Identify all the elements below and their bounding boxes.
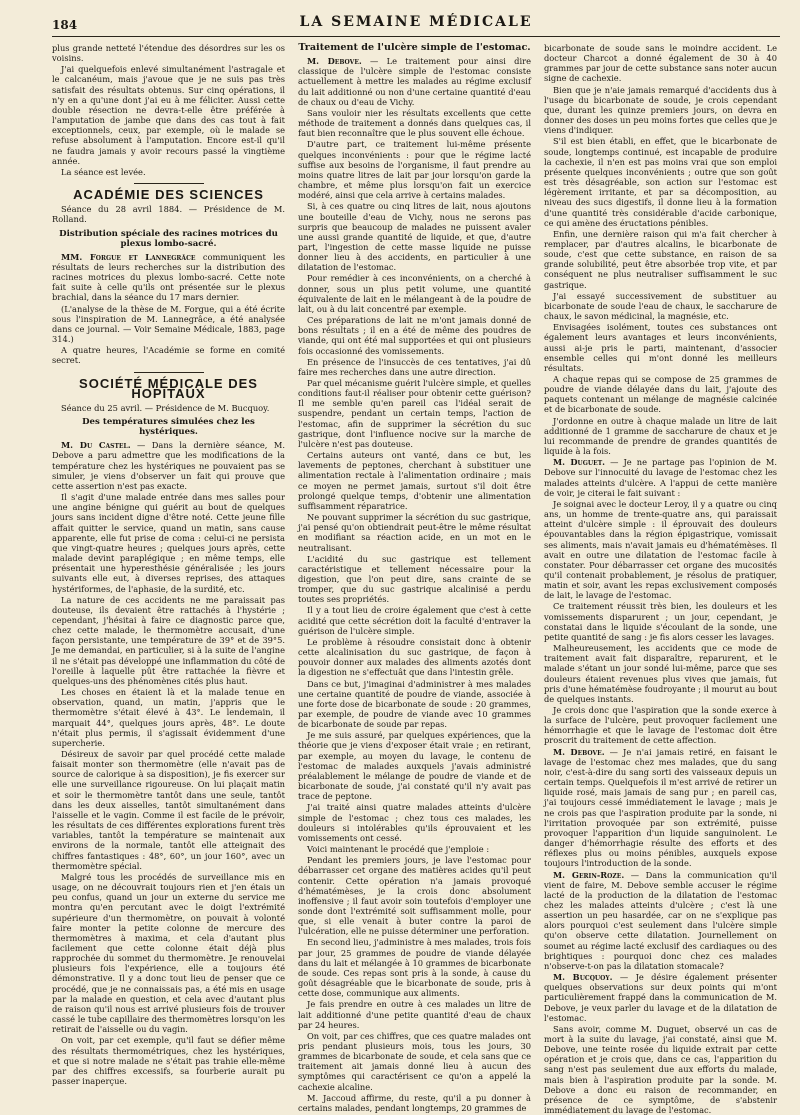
paragraph: Pendant les premiers jours, je lave l'estomac pour débarrasser cet organe des matières acides qu'il peut contenir. Cette opération n'a jamais provoqué d'hématémèses, je la crois donc absolument inoffensive ; il faut avoir soin toutefois d'employer une sonde dont l'extrémité soit suffisamment molle, pour que, si elle venait à buter contre la paroi de l'ulcération, elle ne puisse déterminer une perforation. — [298, 855, 531, 937]
paragraph: Je me suis assuré, par quelques expériences, que la théorie que je viens d'exposer était vraie ; en retirant, par exemple, au moyen du lavage, le contenu de l'estomac de malades auxquels j'avais administré préalablement le mélange de poudre de viande et de bicarbonate de soude, j'ai constaté qu'il n'y avait pas trace de peptone. — [298, 730, 531, 802]
paragraph: En second lieu, j'administre à mes malades, trois fois par jour, 25 grammes de poudre de viande délayée dans du lait et mélangée à 10 grammes de bicarbonate de soude. Ces repas sont pris à la sonde, à cause du goût désagréable que le bicarbonate de soude, pris à cette dose, communique aux aliments. — [298, 937, 531, 999]
paragraph: Il y a tout lieu de croire également que c'est à cette acidité que cette sécrétion doit la faculté d'entraver la guérison de l'ulcère simple. — [298, 605, 531, 636]
page-number: 184 — [52, 18, 78, 32]
paragraph: S'il est bien établi, en effet, que le bicarbonate de soude, longtemps continué, est incapable de produire la cachexie, il n'en est pas moins vrai que son emploi présente quelques inconvénients ; outre que son goût est très désagréable, son action sur l'estomac est légèrement irritante, et par sa décomposition, au niveau des sucs digestifs, il donne lieu à la formation d'une quantité très considérable d'acide carbonique, ce qui amène des éructations pénibles. — [544, 136, 777, 228]
paragraph: Par quel mécanisme guérit l'ulcère simple, et quelles conditions faut-il réaliser pour obtenir cette guérison? Il me semble qu'en pareil cas l'idéal serait de suspendre, pendant un certain temps, l'action de l'estomac, afin de supprimer la sécrétion du suc gastrique, dont l'influence nocive sur la marche de l'ulcère n'est pas douteuse. — [298, 378, 531, 449]
paragraph: La nature de ces accidents ne me paraissait pas douteuse, ils devaient être rattachés à l'hystérie ; cependant, j'hésitai à faire ce diagnostic parce que, chez cette malade, le thermomètre accusait, d'une façon persistante, une température de 39° et de 39°5. Je me demandai, en particulier, si à la suite de l'angine il ne s'était pas développé une inflammation du côté de l'oreille à laquelle pût être rattachée la fièvre et quelques-uns des phénomènes cités plus haut. — [52, 594, 285, 686]
paragraph: J'ai quelquefois enlevé simultanément l'astragale et le calcanéum, mais j'avoue que je ne suis pas très satisfait des résultats obtenus. Sur cinq opérations, il n'y en a qu'une dont j'ai eu à me féliciter. Aussi cette double résection ne devra-t-elle être préférée à l'amputation de jambe que dans des cas tout à fait exceptionnels, ceux, par exemple, où le malade se refuse absolument à l'amputation. Encore est-il qu'il ne faudra jamais y avoir recours passé la vingtième année. — [52, 64, 285, 166]
paragraph: Sans avoir, comme M. Duguet, observé un cas de mort à la suite du lavage, j'ai constaté, ainsi que M. Debove, une teinte rosée du liquide extrait par cette opération et je crois que, dans ce cas, l'apparition du sang n'est pas seulement due aux efforts du malade, mais bien à l'aspiration produite par la sonde. M. Debove a donc eu raison de recommander, en présence de ce symptôme, de s'abstenir immédiatement du lavage de l'estomac. — [544, 1023, 777, 1115]
paragraph: plus grande netteté l'étendue des désordres sur les os voisins. — [52, 43, 285, 64]
paragraph: Malgré tous les procédés de surveillance mis en usage, on ne découvrait toujours rien et j'en étais un peu confus, quand un jour un externe du service me montra qu'en percutant avec le doigt l'extrémité supérieure d'un thermomètre, on pouvait à volonté faire monter la petite colonne de mercure des thermomètres à maxima, et cela d'autant plus facilement que cette colonne était déjà plus rapprochée du sommet du thermomètre. Je renouvelai plusieurs fois l'expérience, elle a toujours été démonstrative. Il y a donc tout lieu de penser que ce procédé, que je ne connaissais pas, a été mis en usage par la malade en question, et cela avec d'autant plus de raison qu'il nous est arrivé plusieurs fois de trouver cassé le tube capillaire des thermomètres lorsqu'on les retirait de l'aisselle ou du vagin. — [52, 871, 285, 1035]
paragraph: Certains auteurs ont vanté, dans ce but, les lavements de peptones, cherchant à substituer une alimentation rectale à l'alimentation ordinaire ; mais ce moyen ne permet jamais, surtout s'il doit être prolongé quelque temps, d'obtenir une alimentation suffisamment réparatrice. — [298, 450, 531, 511]
column-1 — [52, 43, 285, 1098]
paragraph: Envisagées isolément, toutes ces substances ont également leurs avantages et leurs inconvénients, aussi ai-je pris le parti, maintenant, d'associer ensemble celles qui m'ont donné les meilleurs résultats. — [544, 322, 777, 373]
paragraph: A quatre heures, l'Académie se forme en comité secret. — [52, 345, 285, 366]
speaker-name: M. Gerin-Roze. — [553, 869, 625, 880]
paragraph — [544, 870, 777, 972]
paragraph: Je soignai avec le docteur Leroy, il y a quatre ou cinq ans, un homme de trente-quatre ans, qui paraissait atteint d'ulcère simple : il éprouvait des douleurs épouvantables dans la région épigastrique, vomissait ses aliments, mais n'avait jamais eu d'hématémèses. Il avait en outre une dilatation de l'estomac facile à constater. Pour débarrasser cet organe des mucosités qu'il contenait probablement, je résolus de pratiquer, matin et soir, avant les repas exclusivement composés de lait, le lavage de l'estomac. — [544, 498, 777, 601]
paragraph: Désireux de savoir par quel procédé cette malade faisait monter son thermomètre (elle n'avait pas de source de calorique à sa disposition), je fis exercer sur elle une surveillance rigoureuse. On lui plaçait matin et soir le thermomètre tantôt dans une seule, tantôt dans les deux aisselles, tantôt simultanément dans l'aisselle et le vagin. Comme il est facile de le prévoir, les résultats de ces différentes explorations furent très variables, tantôt la température se maintenait aux environs de la normale, tantôt elle atteignait des chiffres fantastiques : 48°, 60°, un jour 160°, avec un thermomètre spécial. — [52, 749, 285, 871]
paragraph: La séance est levée. — [61, 166, 146, 177]
speaker-name: M. Debove. — [553, 746, 605, 757]
section-title-society: SOCIÉTÉ MÉDICALE DES HOPITAUX — [79, 375, 258, 401]
paragraph-text: — Je ne partage pas l'opinion de M. Debove sur l'innocuité du lavage de l'estomac chez les malades atteints d'ulcère. A l'appui de cette manière de voir, je citerai le fait suivant : — [544, 457, 777, 498]
paragraph — [544, 747, 777, 869]
paragraph-text: communiquent les résultats de leurs recherches sur la distribution des racines motrices du plexus lombo-sacré. Cette note fait suite à celle qu'ils ont présentée sur le plexus brachial, dans la séance du 17 mars dernier. — [52, 251, 285, 303]
article-subhead: Distribution spéciale des racines motrices du plexus lombo-sacré. — [59, 228, 278, 249]
page-header — [52, 8, 780, 37]
paragraph: Pour remédier à ces inconvénients, on a cherché à donner, sous un plus petit volume, une quantité équivalente de lait en le mélangeant à de la poudre de lait, ou à du lait concentré par exemple. — [298, 273, 531, 314]
paragraph: On voit, par cet exemple, qu'il faut se défier même des résultats thermométriques, chez les hystériques, et que si notre malade ne s'était pas trahie elle-même par des chiffres excessifs, sa fourberie aurait pu passer inaperçue. — [52, 1035, 285, 1086]
seance-line: Séance du 28 avril 1884. — Présidence de M. Rolland. — [52, 204, 285, 225]
columns — [52, 42, 780, 1115]
paragraph: Bien que je n'aie jamais remarqué d'accidents dus à l'usage du bicarbonate de soude, je crois cependant que, durant les quinze premiers jours, on devra en donner des doses un peu moins fortes que celles que je viens d'indiquer. — [544, 84, 778, 136]
paragraph-text: — Dans la communication qu'il vient de faire, M. Debove semble accuser le régime lacté de la production de la dilatation de l'estomac chez les malades atteints d'ulcère ; c'est là une assertion un peu hasardée, car on ne s'explique pas alors pourquoi c'est seulement dans l'ulcère simple qu'on observe cette dilatation. Journellement on soumet au régime lacté exclusif des cardiaques ou des brightiques : pourquoi donc chez ces malades n'observe-t-on pas la dilatation stomacale? — [544, 869, 777, 971]
paragraph: Les choses en étaient là et la malade tenue en observation, quand, un matin, j'appris que le thermomètre s'était élevé à 43°. Le lendemain, il marquait 44°, quelques jours après, 48°. Le doute n'était plus permis, il s'agissait évidemment d'une supercherie. — [52, 687, 285, 748]
paragraph: A chaque repas qui se compose de 25 grammes de poudre de viande délayée dans du lait, j'ajoute des paquets contenant un mélange de magnésie calcinée et de bicarbonate de soude. — [544, 374, 777, 415]
speaker-name: M. Du Castel. — [61, 440, 131, 451]
paragraph: J'ordonne en outre à chaque malade un litre de lait additionné de 1 gramme de saccharure de chaux et je lui recommande de prendre de grandes quantités de liquide à la fois. — [544, 415, 777, 457]
paragraph: On voit, par ces chiffres, que ces quatre malades ont pris pendant plusieurs mois, tous les jours, 30 grammes de bicarbonate de soude, et cela sans que ce traitement ait jamais donné lieu à aucun des symptômes qui caractérisent ce qu'on a appelé la cachexie alcaline. — [298, 1030, 531, 1092]
paragraph: Ce traitement réussit très bien, les douleurs et les vomissements disparurent ; un jour, cependant, je constatai dans le liquide s'écoulant de la sonde, une petite quantité de sang : je fis alors cesser les lavages. — [544, 601, 777, 642]
paragraph: Dans ce but, j'imaginai d'administrer à mes malades une certaine quantité de poudre de viande, associée à une forte dose de bicarbonate de soude : 20 grammes, par exemple, de poudre de viande avec 10 grammes de bicarbonate de soude par repas. — [298, 678, 531, 730]
paragraph — [544, 972, 777, 1023]
running-title: LA SEMAINE MÉDICALE — [299, 14, 533, 30]
speaker-name: M. Debove. — [307, 56, 362, 67]
paragraph-text: — Je désire également présenter quelques observations sur deux points qui m'ont particulièrement frappé dans la communication de M. Debove, je veux parler du lavage et de la dilatation de l'estomac. — [544, 972, 777, 1023]
column-2 — [298, 42, 531, 1113]
paragraph — [52, 252, 285, 303]
paragraph: J'ai traité ainsi quatre malades atteints d'ulcère simple de l'estomac ; chez tous ces malades, les douleurs si intolérables qu'ils éprouvaient et les vomissements ont cessé. — [298, 802, 531, 843]
paragraph: Je fais prendre en outre à ces malades un litre de lait additionné d'une petite quantité d'eau de chaux par 24 heures. — [298, 999, 531, 1030]
speaker-name: M. Duguet. — [553, 457, 606, 468]
paragraph: En présence de l'insuccès de ces tentatives, j'ai dû faire mes recherches dans une autre direction. — [298, 356, 531, 377]
paragraph: D'autre part, ce traitement lui-même présente quelques inconvénients : pour que le régime lacté suffise aux besoins de l'organisme, il faut prendre au moins quatre litres de lait par jour lorsqu'on garde la chambre, et même plus lorsqu'on fait un exercice modéré, ainsi que cela arrive à certains malades. — [298, 139, 531, 201]
paragraph-text: — Je n'ai jamais retiré, en faisant le lavage de l'estomac chez mes malades, que du sang noir, c'est-à-dire du sang sorti des vaisseaux depuis un certain temps. Quelquefois il m'est arrivé de retirer un liquide rosé, mais jamais de sang pur ; en pareil cas, j'ai toujours cessé immédiatement le lavage ; mais je ne crois pas que l'aspiration produite par la sonde, ni l'irritation provoquée par son extrémité, puisse provoquer l'apparition d'un liquide sanguinolent. Le danger d'hémorrhagie résulte des efforts et des réflexes plus ou moins pénibles, auxquels expose toujours l'introduction de la sonde. — [544, 746, 777, 869]
paragraph: L'acidité du suc gastrique est tellement caractéristique et tellement nécessaire pour la digestion, que l'on peut dire, sans crainte de se tromper, que du suc gastrique alcalinisé a perdu toutes ses propriétés. — [298, 553, 531, 605]
paragraph: Enfin, une dernière raison qui m'a fait chercher à remplacer, par d'autres alcalins, le bicarbonate de soude, c'est que cette substance, en raison de sa grande solubilité, peut être absorbée trop vite, et par conséquent ne plus neutraliser suffisamment le suc gastrique. — [544, 228, 777, 290]
seance-line: Séance du 25 avril. — Présidence de M. Bucquoy. — [61, 402, 270, 413]
speaker-name: M. Bucquoy. — [553, 972, 613, 983]
paragraph: Malheureusement, les accidents que ce mode de traitement avait fait disparaître, reparurent, et le malade s'étant un jour sondé lui-même, parce que ses douleurs étaient revenues plus vives que jamais, fut pris d'une hématémèse foudroyante ; il mourut au bout de quelques instants. — [544, 643, 777, 704]
speaker-name: MM. Forgue et Lannegrâce — [61, 251, 196, 262]
paragraph — [298, 56, 531, 107]
paragraph: Si, à ces quatre ou cinq litres de lait, nous ajoutons une bouteille d'eau de Vichy, nous ne serons pas surpris que beaucoup de malades ne puissent avaler une aussi grande quantité de liquide, et que, d'autre part, l'ingestion de cette masse liquide ne puisse donner lieu à des accidents, en particulier à une dilatation de l'estomac. — [298, 201, 531, 273]
divider — [134, 372, 204, 373]
paragraph-text: — Le traitement pour ainsi dire classique de l'ulcère simple de l'estomac consiste actuellement à mettre les malades au régime exclusif du lait additionné ou non d'une certaine quantité d'eau de chaux ou d'eau de Vichy. — [298, 56, 531, 107]
paragraph: M. Jaccoud affirme, du reste, qu'il a pu donner à certains malades, pendant longtemps, 20 grammes de — [298, 1092, 531, 1113]
paragraph: Ne pouvant supprimer la sécrétion du suc gastrique, j'ai pensé qu'on obtiendrait peut-être le même résultat en modifiant sa réaction acide, en un mot en le neutralisant. — [298, 512, 531, 553]
column-3 — [544, 43, 778, 1115]
paragraph: bicarbonate de soude sans le moindre accident. Le docteur Charcot a donné également de 30 à 40 grammes par jour de cette substance sans noter aucun signe de cachexie. — [544, 43, 777, 84]
paragraph: Voici maintenant le procédé que j'emploie : — [307, 844, 490, 855]
paragraph: Le problème à résoudre consistait donc à obtenir cette alcalinisation du suc gastrique, de façon à pouvoir donner aux malades des aliments azotés dont la digestion ne s'effectuât que dans l'intestin grêle. — [298, 636, 531, 678]
article-title: Traitement de l'ulcère simple de l'estomac. — [298, 42, 531, 53]
paragraph: Il s'agit d'une malade entrée dans mes salles pour une angine bénigne qui guérit au bout de quelques jours sans incident digne d'être noté. Cette jeune fille affait quitter le service, quand un matin, sans cause apparente, elle fut prise de coma : celui-ci ne persista que vingt-quatre heures ; quelques jours après, cette malade devint paraplégique ; en même temps, elle présentait une hyperesthésie généralisée ; les jours suivants elle eut, à diverses reprises, des attaques hystériformes, de l'aphasie, de la surdité, etc. — [52, 492, 285, 594]
paragraph-text: — Dans la dernière séance, M. Debove a paru admettre que les modifications de la température chez les hystériques ne pouvaient pas se simuler, je viens d'observer un fait qui prouve que cette assertion n'est pas exacte. — [52, 440, 285, 491]
section-title-academy: ACADÉMIE DES SCIENCES — [73, 187, 264, 203]
paragraph: J'ai essayé successivement de substituer au bicarbonate de soude l'eau de chaux, le saccharure de chaux, le savon médicinal, la magnésie, etc. — [544, 290, 777, 322]
paragraph: (L'analyse de la thèse de M. Forgue, qui a été écrite sous l'inspiration de M. Lannegrâce, a été analysée dans ce journal. — Voir Semaine Médicale, 1883, page 314.) — [52, 303, 285, 345]
article-subhead: Des températures simulées chez les hystériques. — [82, 417, 255, 438]
paragraph — [544, 457, 777, 498]
paragraph: Ces préparations de lait ne m'ont jamais donné de bons résultats ; il en a été de même des poudres de viande, qui ont été mal supportées et qui ont plusieurs fois occasionné des vomissements. — [298, 315, 531, 356]
divider — [134, 183, 204, 184]
paragraph — [52, 440, 285, 491]
paragraph: Je crois donc que l'aspiration que la sonde exerce à la surface de l'ulcère, peut provoquer facilement une hémorrhagie et que le lavage de l'estomac doit être proscrit du traitement de cette affection. — [544, 705, 777, 746]
paragraph: Sans vouloir nier les résultats excellents que cette méthode de traitement a donnés dans quelques cas, il faut bien reconnaître que le plus souvent elle échoue. — [298, 107, 531, 139]
